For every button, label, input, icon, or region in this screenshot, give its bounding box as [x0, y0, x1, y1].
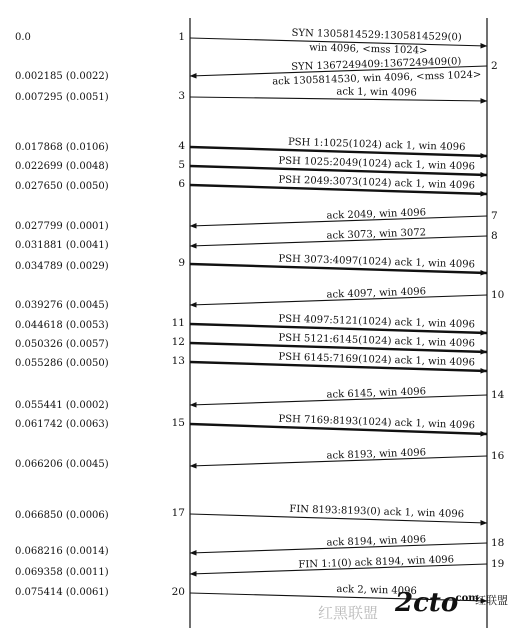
segment-number: 16 — [491, 450, 505, 462]
logo-domain-text: .com — [452, 593, 479, 604]
segment-label: PSH 4097:5121(1024) ack 1, win 4096 — [278, 313, 476, 331]
segment-number: 1 — [178, 31, 185, 43]
segment-label: PSH 5121:6145(1024) ack 1, win 4096 — [278, 332, 476, 350]
segment-number: 18 — [491, 537, 505, 549]
segment-number: 20 — [171, 586, 185, 598]
logo-2cto-text: 2cto — [395, 588, 459, 618]
segment-label: PSH 6145:7169(1024) ack 1, win 4096 — [278, 351, 476, 369]
timestamp: 0.034789 (0.0029) — [15, 261, 109, 272]
event-13 — [15, 352, 487, 371]
event-18 — [15, 534, 504, 557]
timestamp: 0.066850 (0.0006) — [15, 510, 109, 521]
segment-label: SYN 1305814529:1305814529(0) — [291, 27, 462, 44]
segment-number: 3 — [178, 90, 185, 102]
event-12 — [15, 333, 487, 352]
segment-number: 13 — [171, 355, 185, 367]
timestamp: 0.044618 (0.0053) — [15, 320, 109, 331]
segment-number: 2 — [491, 60, 498, 72]
timestamp: 0.017868 (0.0106) — [15, 142, 109, 153]
segment-number: 10 — [491, 289, 505, 301]
segment-label: ack 1, win 4096 — [336, 86, 417, 99]
event-5 — [15, 156, 487, 175]
segment-number: 6 — [178, 178, 185, 190]
event-10 — [15, 286, 504, 311]
segment-label: PSH 2049:3073(1024) ack 1, win 4096 — [278, 174, 476, 192]
event-14 — [15, 386, 505, 411]
timestamp: 0.050326 (0.0057) — [15, 339, 109, 350]
segment-label: ack 2, win 4096 — [336, 583, 417, 598]
event-6 — [15, 175, 487, 194]
segment-label: PSH 1025:2049(1024) ack 1, win 4096 — [278, 155, 476, 173]
event-19 — [15, 554, 504, 578]
timestamp: 0.031881 (0.0041) — [15, 240, 109, 251]
timestamp: 0.075414 (0.0061) — [15, 587, 109, 598]
event-16 — [15, 447, 505, 470]
segment-events — [15, 28, 505, 601]
timestamp: 0.061742 (0.0063) — [15, 419, 109, 430]
segment-number: 5 — [178, 159, 185, 171]
segment-number: 9 — [178, 257, 185, 269]
segment-number: 14 — [491, 389, 505, 401]
segment-number: 11 — [171, 317, 185, 329]
event-3 — [15, 86, 487, 103]
segment-label: PSH 1:1025(1024) ack 1, win 4096 — [287, 136, 466, 154]
timestamp: 0.055286 (0.0050) — [15, 358, 109, 369]
segment-label: ack 2049, win 4096 — [326, 207, 427, 222]
timestamp: 0.0 — [15, 32, 31, 43]
event-17 — [15, 504, 487, 523]
segment-label: ack 1305814530, win 4096, <mss 1024> — [272, 69, 482, 88]
segment-number: 15 — [171, 417, 185, 429]
segment-label: FIN 1:1(0) ack 8194, win 4096 — [298, 554, 455, 571]
segment-label: ack 8193, win 4096 — [326, 447, 427, 462]
segment-label: FIN 8193:8193(0) ack 1, win 4096 — [289, 503, 465, 521]
timestamp: 0.027799 (0.0001) — [15, 221, 109, 232]
timestamp: 0.039276 (0.0045) — [15, 300, 109, 311]
segment-number: 4 — [178, 140, 185, 152]
segment-number: 12 — [171, 336, 185, 348]
segment-arrow-right — [190, 97, 487, 101]
timestamp: 0.002185 (0.0022) — [15, 71, 109, 82]
event-2 — [15, 56, 498, 87]
timestamp: 0.055441 (0.0002) — [15, 400, 109, 411]
segment-number: 19 — [491, 558, 505, 570]
segment-label: win 4096, <mss 1024> — [309, 42, 428, 57]
event-15 — [15, 414, 487, 434]
segment-number: 17 — [171, 507, 185, 519]
segment-number: 8 — [491, 230, 498, 242]
timestamp: 0.066206 (0.0045) — [15, 459, 109, 470]
timestamp: 0.069358 (0.0011) — [15, 567, 109, 578]
timestamp: 0.007295 (0.0051) — [15, 92, 109, 103]
segment-label: PSH 7169:8193(1024) ack 1, win 4096 — [278, 413, 476, 432]
logo-2cto — [394, 588, 479, 618]
segment-number: 7 — [491, 210, 498, 222]
segment-label: PSH 3073:4097(1024) ack 1, win 4096 — [278, 253, 476, 271]
event-4 — [15, 137, 487, 156]
event-9 — [15, 254, 487, 273]
timestamp: 0.068216 (0.0014) — [15, 546, 109, 557]
timestamp: 0.027650 (0.0050) — [15, 181, 109, 192]
segment-label: ack 8194, win 4096 — [326, 534, 427, 549]
event-1 — [15, 28, 487, 57]
segment-label: SYN 1367249409:1367249409(0) — [291, 56, 462, 73]
event-11 — [15, 314, 487, 333]
watermark-cn-right: 红联盟 — [475, 594, 508, 607]
watermark-cn-left: 红黑联盟 — [318, 604, 379, 622]
segment-label: ack 4097, win 4096 — [326, 286, 427, 301]
segment-label: ack 3073, win 3072 — [326, 227, 427, 242]
timestamp: 0.022699 (0.0048) — [15, 161, 109, 172]
segment-label: ack 6145, win 4096 — [326, 386, 427, 401]
